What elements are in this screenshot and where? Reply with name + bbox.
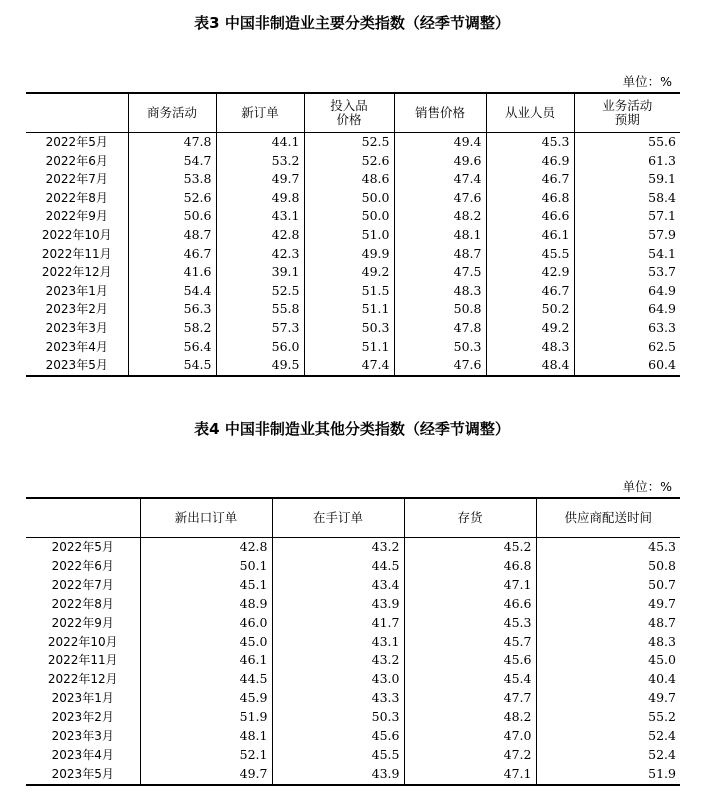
- table3-value-cell: 42.9: [486, 263, 574, 282]
- table3-value-cell: 50.8: [394, 300, 486, 319]
- table4-row: [26, 670, 680, 689]
- table4-row: [26, 576, 680, 595]
- table4-value-cell: 49.7: [536, 595, 680, 614]
- table3-value-cell: 52.5: [304, 133, 394, 152]
- table3-value-cell: 47.8: [394, 319, 486, 338]
- table3-value-cell: 51.1: [304, 338, 394, 357]
- table4-value-cell: 47.1: [404, 765, 536, 785]
- table4-header-cell: [26, 498, 140, 538]
- table3-value-cell: 53.2: [216, 152, 304, 171]
- table4-value-cell: 45.7: [404, 633, 536, 652]
- table4-month-cell: 2023年4月: [51, 747, 114, 762]
- table3-row: [26, 338, 680, 357]
- table4-value-cell: 49.7: [140, 765, 272, 785]
- table3-value-cell: 54.4: [128, 282, 216, 301]
- table4-value-cell: 49.7: [536, 689, 680, 708]
- table3-value-cell: 47.8: [128, 133, 216, 152]
- table3-value-cell: 50.6: [128, 207, 216, 226]
- table3-value-cell: 47.6: [394, 189, 486, 208]
- table3-value-cell: 53.7: [574, 263, 680, 282]
- table3-month-cell: 2022年12月: [41, 265, 112, 280]
- table4-month-cell: 2022年10月: [47, 634, 118, 649]
- table4-row: [26, 746, 680, 765]
- table3-row: [26, 152, 680, 171]
- table3-value-cell: 49.5: [216, 356, 304, 376]
- table4-value-cell: 48.9: [140, 595, 272, 614]
- table4-value-cell: 44.5: [140, 670, 272, 689]
- table3-value-cell: 64.9: [574, 282, 680, 301]
- table3-value-cell: 61.3: [574, 152, 680, 171]
- table3-value-cell: 48.2: [394, 207, 486, 226]
- table3-value-cell: 55.6: [574, 133, 680, 152]
- table4-value-cell: 52.4: [536, 746, 680, 765]
- table3-value-cell: 48.3: [486, 338, 574, 357]
- table3-header-cell: 销售价格: [394, 93, 486, 133]
- table3-value-cell: 43.1: [216, 207, 304, 226]
- table3-value-cell: 63.3: [574, 319, 680, 338]
- table4-value-cell: 52.4: [536, 727, 680, 746]
- table3-value-cell: 57.1: [574, 207, 680, 226]
- table3-month-cell: 2022年8月: [45, 190, 108, 205]
- table3-row: [26, 207, 680, 226]
- table3-value-cell: 42.3: [216, 245, 304, 264]
- table3-value-cell: 47.5: [394, 263, 486, 282]
- table4-row: [26, 765, 680, 785]
- table4-month-cell: 2022年5月: [51, 540, 114, 554]
- table3-row: [26, 319, 680, 338]
- table3-value-cell: 48.7: [128, 226, 216, 245]
- table4-value-cell: 45.3: [536, 538, 680, 557]
- table4-row: [26, 633, 680, 652]
- table3-value-cell: 47.4: [394, 170, 486, 189]
- table3-value-cell: 50.0: [304, 189, 394, 208]
- table4-value-cell: 48.2: [404, 708, 536, 727]
- table3-unit: 单位：%: [622, 74, 672, 89]
- table4-row: [26, 557, 680, 576]
- table3-value-cell: 39.1: [216, 263, 304, 282]
- table3-value-cell: 50.3: [394, 338, 486, 357]
- table4-value-cell: 55.2: [536, 708, 680, 727]
- table4-month-cell: 2022年11月: [47, 653, 118, 668]
- table3-value-cell: 42.8: [216, 226, 304, 245]
- table3-value-cell: 60.4: [574, 356, 680, 376]
- table4-value-cell: 45.0: [536, 651, 680, 670]
- table3-value-cell: 49.2: [304, 263, 394, 282]
- table3-value-cell: 49.8: [216, 189, 304, 208]
- table3-value-cell: 53.8: [128, 170, 216, 189]
- table3-month-cell: 2022年9月: [45, 209, 108, 224]
- table3-title: 表3 中国非制造业主要分类指数（经季节调整）: [194, 14, 510, 32]
- table3-month-cell: 2022年6月: [45, 153, 108, 168]
- table4: [26, 497, 680, 786]
- table3-value-cell: 56.0: [216, 338, 304, 357]
- table3-value-cell: 56.4: [128, 338, 216, 357]
- table4-value-cell: 45.6: [272, 727, 404, 746]
- table3-row: [26, 133, 680, 152]
- table3-value-cell: 48.4: [486, 356, 574, 376]
- table3-row: [26, 245, 680, 264]
- table4-value-cell: 45.4: [404, 670, 536, 689]
- table3-value-cell: 58.4: [574, 189, 680, 208]
- table4-value-cell: 50.8: [536, 557, 680, 576]
- table3-row: [26, 356, 680, 376]
- table4-value-cell: 42.8: [140, 538, 272, 557]
- table4-value-cell: 48.3: [536, 633, 680, 652]
- table3-value-cell: 49.7: [216, 170, 304, 189]
- table3-month-cell: 2023年3月: [45, 320, 108, 335]
- table3-month-cell: 2022年7月: [45, 172, 108, 187]
- table4-value-cell: 48.1: [140, 727, 272, 746]
- table3-row: [26, 263, 680, 282]
- table4-value-cell: 43.9: [272, 595, 404, 614]
- table4-row: [26, 538, 680, 557]
- table4-value-cell: 43.1: [272, 633, 404, 652]
- table4-value-cell: 45.0: [140, 633, 272, 652]
- table3-value-cell: 51.1: [304, 300, 394, 319]
- table3-month-cell: 2022年11月: [41, 246, 112, 261]
- table4-month-cell: 2023年1月: [51, 691, 114, 706]
- table4-value-cell: 43.3: [272, 689, 404, 708]
- table3-value-cell: 48.1: [394, 226, 486, 245]
- table4-header-cell: 存货: [404, 498, 536, 538]
- table3-value-cell: 46.7: [128, 245, 216, 264]
- table3-value-cell: 48.6: [304, 170, 394, 189]
- table3-value-cell: 45.3: [486, 133, 574, 152]
- table3-row: [26, 226, 680, 245]
- table4-value-cell: 46.6: [404, 595, 536, 614]
- table3-value-cell: 57.3: [216, 319, 304, 338]
- table3-header-row: [26, 93, 680, 133]
- table3-value-cell: 46.7: [486, 282, 574, 301]
- table4-row: [26, 614, 680, 633]
- table4-month-cell: 2022年6月: [51, 558, 114, 573]
- table3-row: [26, 300, 680, 319]
- table3-month-cell: 2023年1月: [45, 283, 108, 298]
- table3-month-cell: 2022年10月: [41, 227, 112, 242]
- table3-value-cell: 46.1: [486, 226, 574, 245]
- table3-month-cell: 2023年2月: [45, 302, 108, 317]
- table4-value-cell: 43.0: [272, 670, 404, 689]
- table4-title: 表4 中国非制造业其他分类指数（经季节调整）: [194, 420, 510, 438]
- table3-value-cell: 46.8: [486, 189, 574, 208]
- table4-value-cell: 44.5: [272, 557, 404, 576]
- table3-value-cell: 54.5: [128, 356, 216, 376]
- table4-unit: 单位：%: [622, 479, 672, 494]
- table3-value-cell: 46.7: [486, 170, 574, 189]
- table3-header-cell: 商务活动: [128, 93, 216, 133]
- table4-value-cell: 50.3: [272, 708, 404, 727]
- table3-value-cell: 57.9: [574, 226, 680, 245]
- table4-month-cell: 2023年3月: [51, 729, 114, 744]
- table3-month-cell: 2022年5月: [45, 135, 108, 149]
- table3-value-cell: 49.9: [304, 245, 394, 264]
- table4-row: [26, 595, 680, 614]
- table4-value-cell: 43.4: [272, 576, 404, 595]
- table3-value-cell: 49.4: [394, 133, 486, 152]
- table4-row: [26, 651, 680, 670]
- table3-value-cell: 62.5: [574, 338, 680, 357]
- table3-header-cell: 新订单: [216, 93, 304, 133]
- table4-value-cell: 41.7: [272, 614, 404, 633]
- table4-value-cell: 47.0: [404, 727, 536, 746]
- table4-value-cell: 50.7: [536, 576, 680, 595]
- table3-row: [26, 282, 680, 301]
- table4-value-cell: 52.1: [140, 746, 272, 765]
- table4-value-cell: 45.6: [404, 651, 536, 670]
- table3-value-cell: 49.6: [394, 152, 486, 171]
- table4-row: [26, 727, 680, 746]
- table4-value-cell: 46.0: [140, 614, 272, 633]
- table4-value-cell: 45.9: [140, 689, 272, 708]
- table4-month-cell: 2022年8月: [51, 596, 114, 611]
- table3-header-cell: 从业人员: [486, 93, 574, 133]
- table3-value-cell: 49.2: [486, 319, 574, 338]
- table3-value-cell: 50.2: [486, 300, 574, 319]
- table4-month-cell: 2022年7月: [51, 577, 114, 592]
- table4-row: [26, 689, 680, 708]
- table4-value-cell: 46.8: [404, 557, 536, 576]
- table3-value-cell: 52.5: [216, 282, 304, 301]
- table4-value-cell: 43.2: [272, 538, 404, 557]
- table4-value-cell: 47.2: [404, 746, 536, 765]
- table3-value-cell: 58.2: [128, 319, 216, 338]
- table3-value-cell: 54.7: [128, 152, 216, 171]
- table4-header-row: [26, 498, 680, 538]
- table3-value-cell: 48.7: [394, 245, 486, 264]
- table3-value-cell: 52.6: [128, 189, 216, 208]
- table4-header-cell: 供应商配送时间: [536, 498, 680, 538]
- table3-value-cell: 47.4: [304, 356, 394, 376]
- table4-month-cell: 2022年9月: [51, 615, 114, 630]
- table3-header-cell: 投入品 价格: [304, 93, 394, 133]
- table3-row: [26, 189, 680, 208]
- table3-value-cell: 54.1: [574, 245, 680, 264]
- table4-row: [26, 708, 680, 727]
- table4-month-cell: 2023年2月: [51, 710, 114, 725]
- table4-value-cell: 45.1: [140, 576, 272, 595]
- table3-value-cell: 41.6: [128, 263, 216, 282]
- table4-value-cell: 48.7: [536, 614, 680, 633]
- table4-value-cell: 45.5: [272, 746, 404, 765]
- table3-value-cell: 45.5: [486, 245, 574, 264]
- table3-value-cell: 56.3: [128, 300, 216, 319]
- table3-value-cell: 46.9: [486, 152, 574, 171]
- table3-value-cell: 50.0: [304, 207, 394, 226]
- table3-row: [26, 170, 680, 189]
- table4-header-cell: 新出口订单: [140, 498, 272, 538]
- table3-value-cell: 55.8: [216, 300, 304, 319]
- table4-month-cell: 2023年5月: [26, 765, 140, 785]
- table3-header-cell: [26, 93, 128, 133]
- table3-value-cell: 46.6: [486, 207, 574, 226]
- table4-value-cell: 40.4: [536, 670, 680, 689]
- table3-value-cell: 51.5: [304, 282, 394, 301]
- table4-value-cell: 50.1: [140, 557, 272, 576]
- table3-value-cell: 48.3: [394, 282, 486, 301]
- table3: [26, 92, 680, 377]
- table4-value-cell: 51.9: [140, 708, 272, 727]
- table3-value-cell: 50.3: [304, 319, 394, 338]
- table3-month-cell: 2023年5月: [26, 356, 128, 376]
- table3-value-cell: 47.6: [394, 356, 486, 376]
- table3-value-cell: 59.1: [574, 170, 680, 189]
- table3-value-cell: 52.6: [304, 152, 394, 171]
- table3-month-cell: 2023年4月: [45, 339, 108, 354]
- table3-value-cell: 64.9: [574, 300, 680, 319]
- table4-value-cell: 43.2: [272, 651, 404, 670]
- table4-value-cell: 47.1: [404, 576, 536, 595]
- table4-value-cell: 46.1: [140, 651, 272, 670]
- table4-month-cell: 2022年12月: [47, 672, 118, 687]
- table3-header-cell: 业务活动 预期: [574, 93, 680, 133]
- table3-value-cell: 51.0: [304, 226, 394, 245]
- table4-value-cell: 51.9: [536, 765, 680, 785]
- table4-header-cell: 在手订单: [272, 498, 404, 538]
- table4-value-cell: 47.7: [404, 689, 536, 708]
- table4-value-cell: 45.2: [404, 538, 536, 557]
- table4-value-cell: 43.9: [272, 765, 404, 785]
- table4-value-cell: 45.3: [404, 614, 536, 633]
- table3-value-cell: 44.1: [216, 133, 304, 152]
